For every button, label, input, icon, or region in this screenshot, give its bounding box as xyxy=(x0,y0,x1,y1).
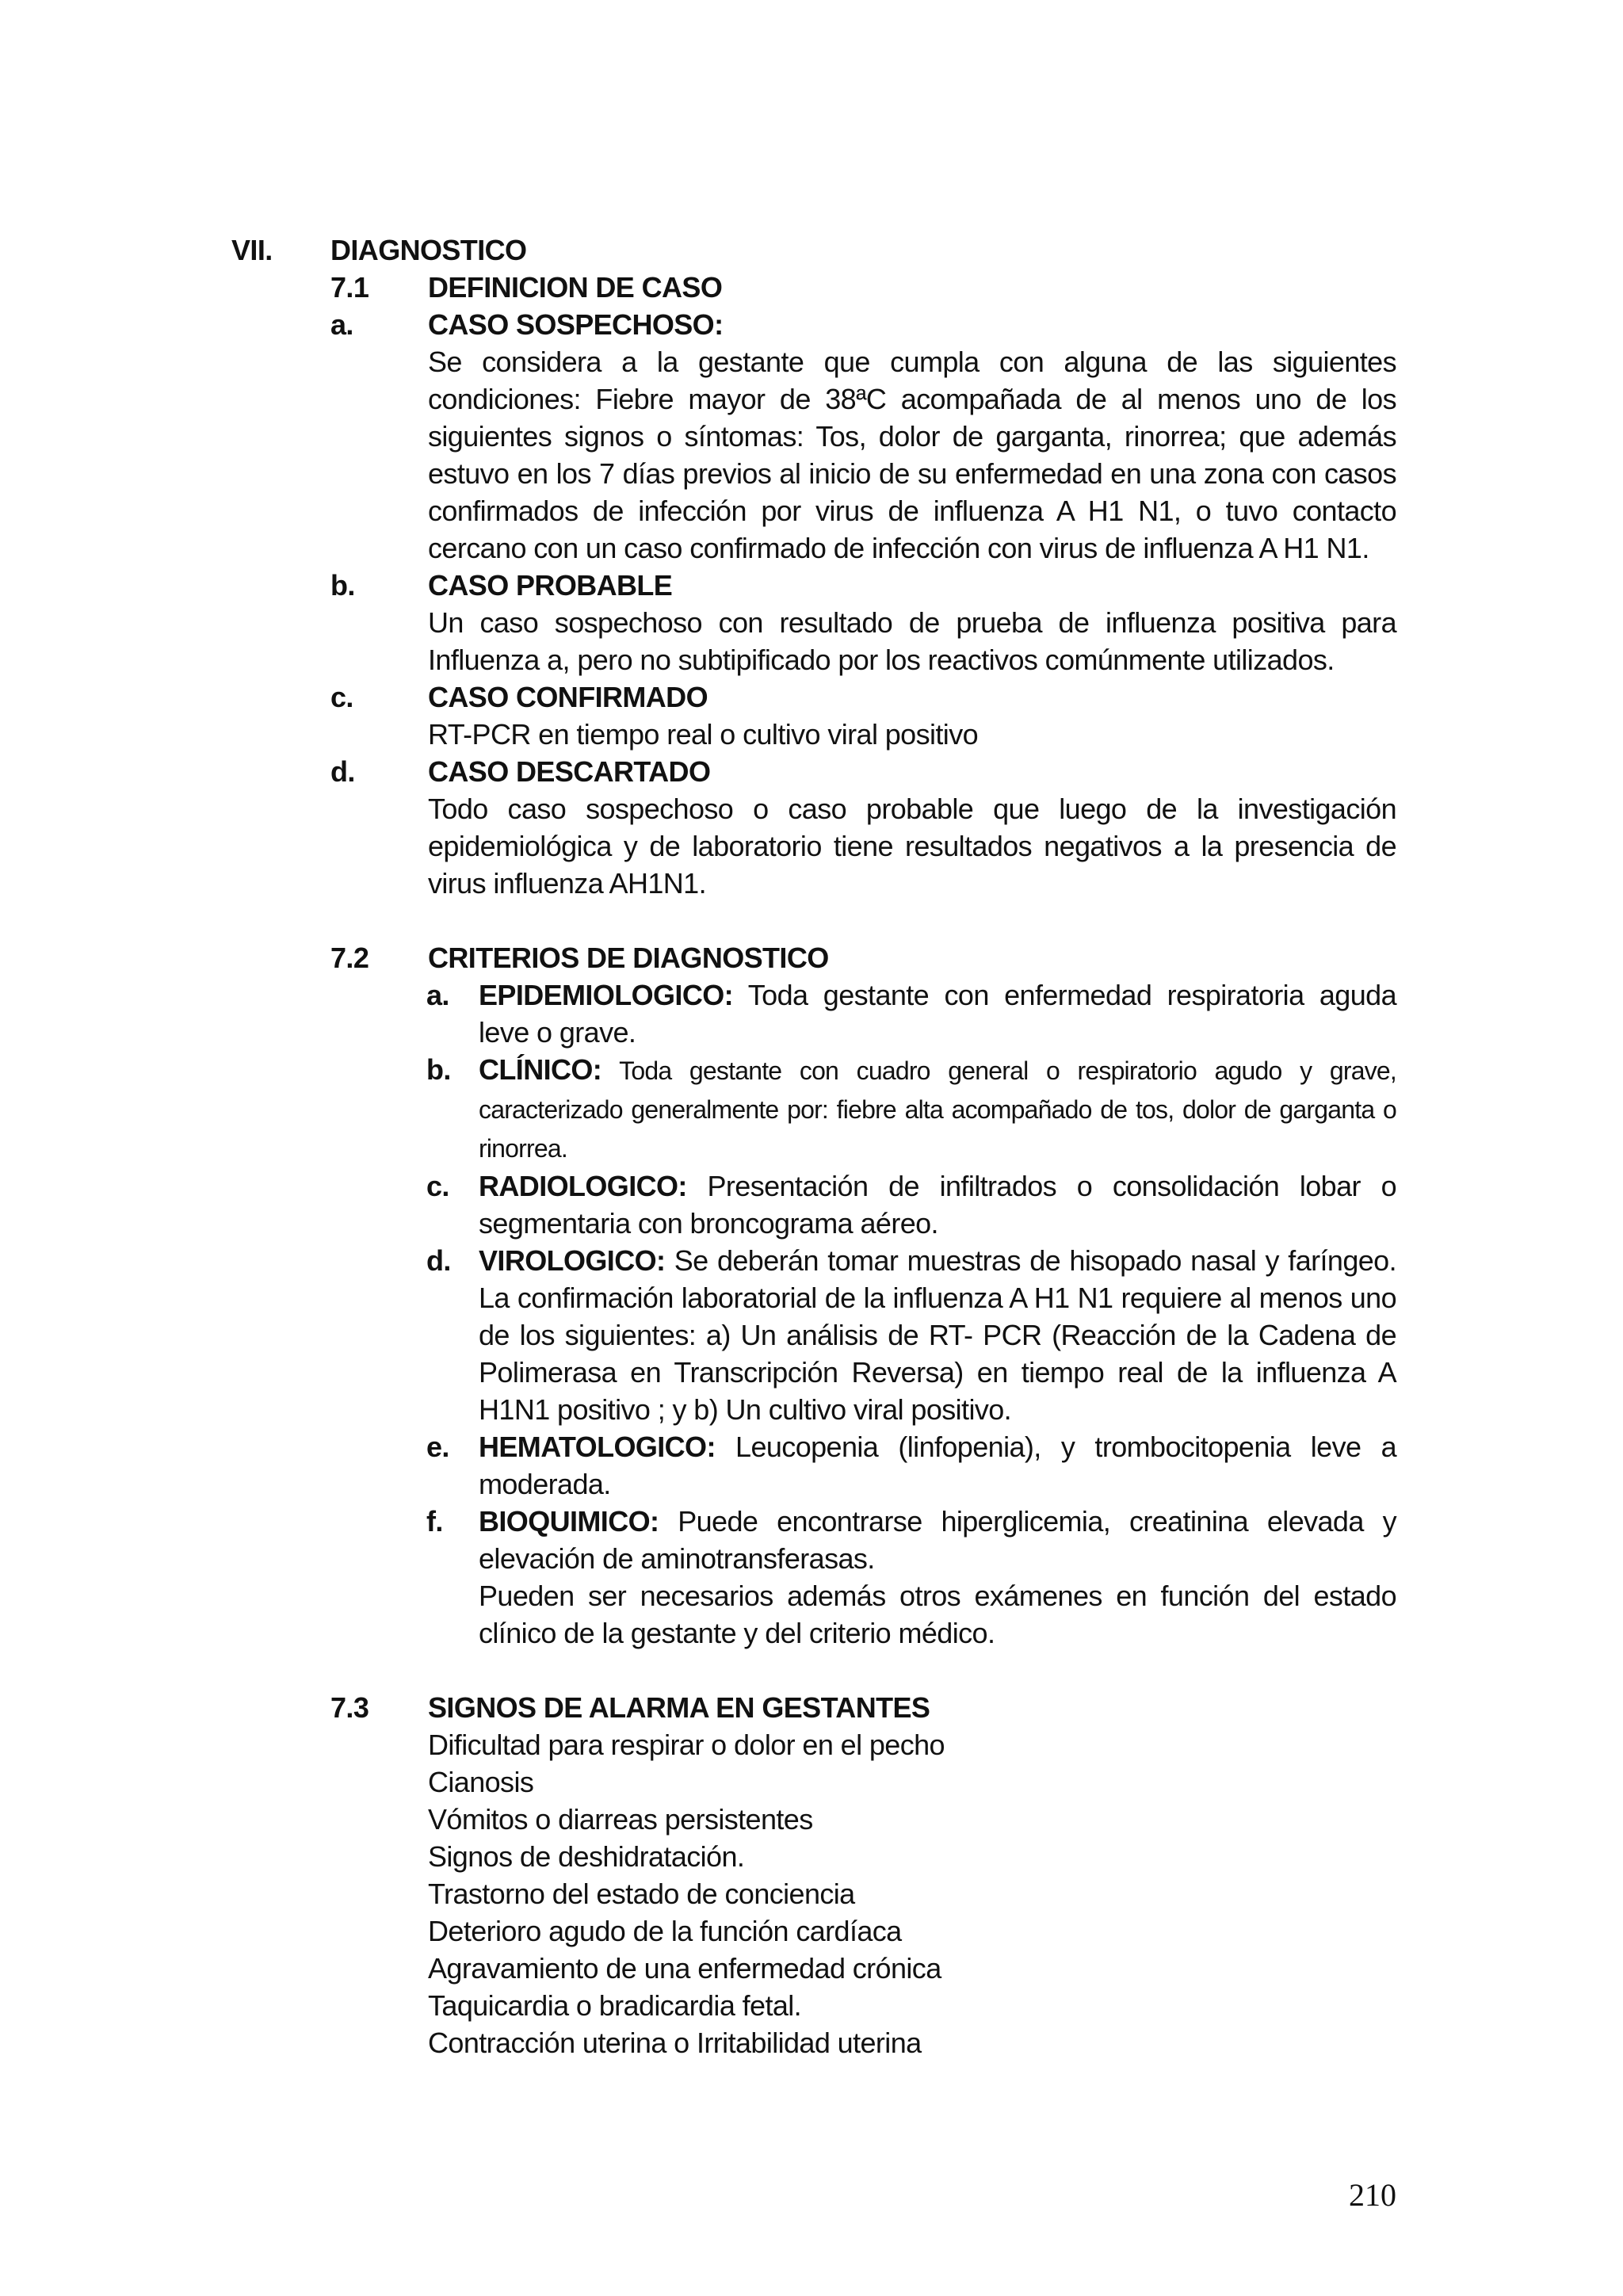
criterion-clinical xyxy=(231,1051,1396,1167)
criterion-text: Se deberán tomar muestras de hisopado nasal y faríngeo. La confirmación laboratorial de la influenza A H1 N1 requiere al menos uno de los siguientes: a) Un análisis de RT- PCR (Reacción de la Cadena de Polimerasa en Transcripción Reversa) en tiempo real de la influenza A H1N1 positivo ; y b) Un cultivo viral positivo. xyxy=(479,1244,1396,1426)
case-letter: c. xyxy=(330,681,353,713)
criterion-letter: a. xyxy=(426,979,449,1011)
criterion-radiologic xyxy=(231,1167,1396,1242)
criterion-head: HEMATOLOGICO: xyxy=(479,1431,716,1463)
subsection-number: 7.1 xyxy=(330,271,369,304)
case-title: CASO SOSPECHOSO: xyxy=(428,308,724,341)
subsection-number: 7.2 xyxy=(330,942,369,974)
section-number: VII. xyxy=(231,234,273,266)
criterion-text: Toda gestante con enfermedad respiratoria aguda leve o grave. xyxy=(479,979,1396,1049)
document-body xyxy=(231,231,1396,2061)
criterion-epidemiologic xyxy=(231,976,1396,1051)
criterion-text: Puede encontrarse hiperglicemia, creatinina elevada y elevación de aminotransferasas. xyxy=(479,1505,1396,1575)
list-item: Taquicardia o bradicardia fetal. xyxy=(428,1989,802,2022)
criterion-letter: c. xyxy=(426,1170,449,1202)
spacer xyxy=(231,1652,1396,1689)
case-heading-confirmed xyxy=(231,678,1396,716)
list-item: Vómitos o diarreas persistentes xyxy=(428,1803,813,1836)
criterion-letter: f. xyxy=(426,1505,443,1538)
list-item: Agravamiento de una enfermedad crónica xyxy=(428,1952,941,1985)
criterion-text: Toda gestante con cuadro general o respiratorio agudo y grave, caracterizado generalmente por: fiebre alta acompañado de tos, dolor de garganta o rinorrea. xyxy=(479,1056,1396,1163)
criterion-text: Leucopenia (linfopenia), y trombocitopenia leve a moderada. xyxy=(479,1431,1396,1500)
case-title: CASO CONFIRMADO xyxy=(428,681,708,713)
alarm-signs-list xyxy=(231,1726,1396,2061)
case-description: RT-PCR en tiempo real o cultivo viral positivo xyxy=(428,718,979,751)
section-title: DIAGNOSTICO xyxy=(330,234,527,266)
criterion-letter: d. xyxy=(426,1244,451,1277)
case-heading-discarded xyxy=(231,753,1396,790)
subsection-title: SIGNOS DE ALARMA EN GESTANTES xyxy=(428,1691,930,1724)
case-heading-probable xyxy=(231,567,1396,604)
subsection-heading-7-1 xyxy=(231,269,1396,306)
subsection-title: CRITERIOS DE DIAGNOSTICO xyxy=(428,942,829,974)
case-heading-suspected xyxy=(231,306,1396,343)
criterion-head: VIROLOGICO: xyxy=(479,1244,666,1277)
spacer xyxy=(231,902,1396,939)
subsection-title: DEFINICION DE CASO xyxy=(428,271,723,304)
criterion-text: Presentación de infiltrados o consolidación lobar o segmentaria con broncograma aéreo. xyxy=(479,1170,1396,1240)
criterion-letter: b. xyxy=(426,1053,451,1086)
criterion-head: CLÍNICO: xyxy=(479,1053,602,1086)
criterion-head: BIOQUIMICO: xyxy=(479,1505,659,1538)
criterion-virologic xyxy=(231,1242,1396,1428)
criterion-head: EPIDEMIOLOGICO: xyxy=(479,979,734,1011)
subsection-heading-7-2 xyxy=(231,939,1396,976)
criterion-biochemical xyxy=(231,1503,1396,1577)
case-letter: a. xyxy=(330,308,353,341)
list-item: Contracción uterina o Irritabilidad uterina xyxy=(428,2027,922,2059)
list-item: Deterioro agudo de la función cardíaca xyxy=(428,1915,902,1947)
case-description: Todo caso sospechoso o caso probable que luego de la investigación epidemiológica y de laboratorio tiene resultados negativos a la presencia de virus influenza AH1N1. xyxy=(428,793,1396,900)
criterion-letter: e. xyxy=(426,1431,449,1463)
case-description: Un caso sospechoso con resultado de prueba de influenza positiva para Influenza a, pero no subtipificado por los reactivos comúnmente utilizados. xyxy=(428,606,1396,676)
case-title: CASO DESCARTADO xyxy=(428,755,711,788)
subsection-number: 7.3 xyxy=(330,1691,369,1724)
case-letter: b. xyxy=(330,569,355,602)
list-item: Cianosis xyxy=(428,1766,534,1798)
case-letter: d. xyxy=(330,755,355,788)
page-number: 210 xyxy=(1349,2177,1396,2213)
list-item: Signos de deshidratación. xyxy=(428,1840,745,1873)
section-heading xyxy=(231,231,1396,269)
list-item: Dificultad para respirar o dolor en el pecho xyxy=(428,1729,945,1761)
subsection-heading-7-3 xyxy=(231,1689,1396,1726)
case-title: CASO PROBABLE xyxy=(428,569,673,602)
criterion-head: RADIOLOGICO: xyxy=(479,1170,687,1202)
case-description: Se considera a la gestante que cumpla con alguna de las siguientes condiciones: Fiebre mayor de 38ªC acompañada de al menos uno de los siguientes signos o síntomas: Tos, dolor de garganta, rinorrea; que además estuvo en los 7 días previos al inicio de su enfermedad en una zona con casos confirmados de infección por virus de influenza A H1 N1, o tuvo contacto cercano con un caso confirmado de infección con virus de influenza A H1 N1. xyxy=(428,346,1396,564)
list-item: Trastorno del estado de conciencia xyxy=(428,1878,855,1910)
criteria-note: Pueden ser necesarios además otros exámenes en función del estado clínico de la gestante y del criterio médico. xyxy=(479,1580,1396,1649)
criterion-hematologic xyxy=(231,1428,1396,1503)
